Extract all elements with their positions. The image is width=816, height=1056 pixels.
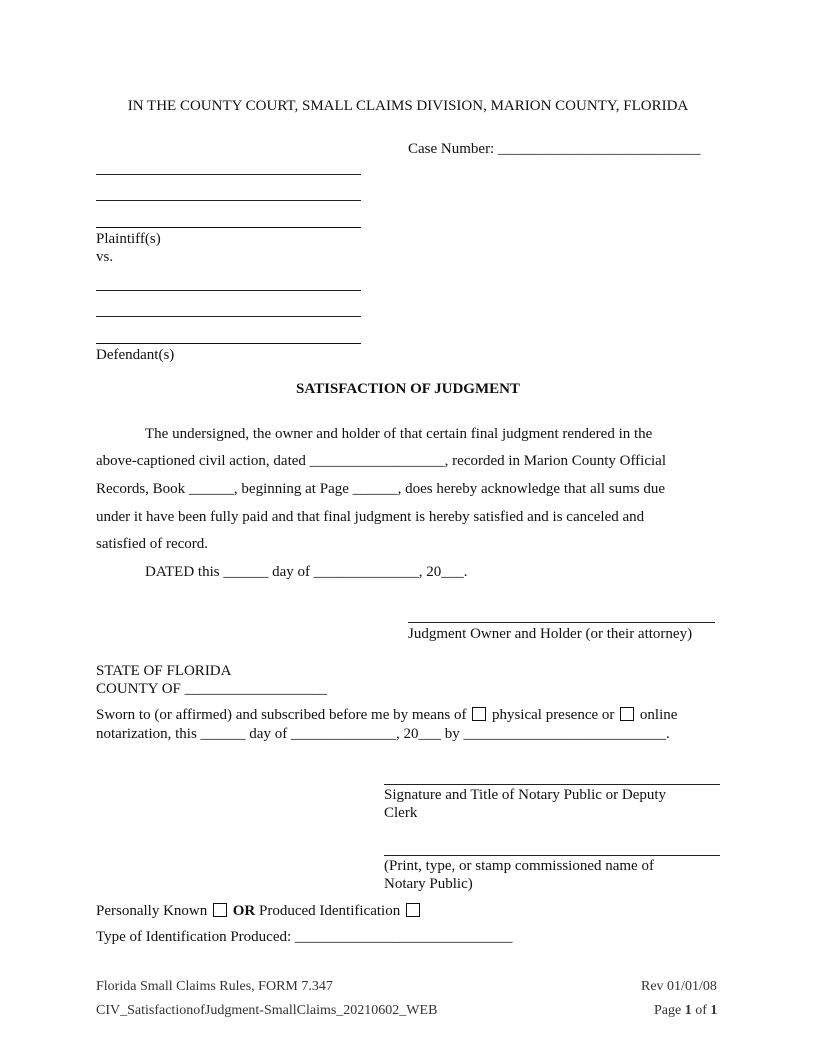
notary-signature-label-1: Signature and Title of Notary Public or Deputy [384, 787, 667, 803]
plaintiff-label: Plaintiff(s) [96, 231, 161, 247]
sworn-text: Sworn to (or affirmed) and subscribed before me by means of [96, 707, 467, 723]
physical-presence-checkbox[interactable] [472, 707, 486, 721]
or-label: OR [232, 903, 256, 919]
notary-signature-label-2: Clerk [384, 805, 418, 821]
sworn-line-2: notarization, this ______ day of ______________, 20___ by ___________________________. [96, 726, 670, 742]
footer-rules: Florida Small Claims Rules, FORM 7.347 [96, 979, 333, 994]
body-line-1: The undersigned, the owner and holder of that certain final judgment rendered in the [145, 426, 653, 442]
page-prefix: Page [654, 1003, 682, 1018]
footer-filename: CIV_SatisfactionofJudgment-SmallClaims_20210602_WEB [96, 1003, 438, 1018]
owner-signature-line[interactable] [408, 622, 715, 623]
versus-label: vs. [96, 249, 114, 265]
page-current: 1 [684, 1003, 692, 1018]
plaintiff-line-2[interactable] [96, 200, 361, 201]
case-number-label: Case Number: [408, 141, 495, 157]
produced-id-label: Produced Identification [259, 903, 401, 919]
case-number-row [408, 140, 700, 158]
state-label: STATE OF FLORIDA [96, 663, 232, 679]
county-line: COUNTY OF ___________________ [96, 681, 328, 697]
defendant-line-1[interactable] [96, 290, 361, 291]
personally-known-label: Personally Known [96, 903, 208, 919]
footer-rev: Rev 01/01/08 [641, 979, 717, 994]
owner-signature-label: Judgment Owner and Holder (or their attorney) [408, 626, 693, 642]
defendant-label: Defendant(s) [96, 347, 175, 363]
body-line-4: under it have been fully paid and that final judgment is hereby satisfied and is canceled and [96, 509, 645, 525]
body-line-5: satisfied of record. [96, 536, 209, 552]
defendant-line-3[interactable] [96, 343, 361, 344]
body-line-2: above-captioned civil action, dated __________________, recorded in Marion County Official [96, 453, 666, 469]
identification-row [96, 902, 422, 920]
online-checkbox[interactable] [620, 707, 634, 721]
plaintiff-line-1[interactable] [96, 174, 361, 175]
produced-id-checkbox[interactable] [406, 903, 420, 917]
case-number-field[interactable]: ___________________________ [497, 141, 701, 157]
physical-presence-label: physical presence or [491, 707, 615, 723]
notary-name-label-2: Notary Public) [384, 876, 473, 892]
notary-signature-line[interactable] [384, 784, 720, 785]
document-title: SATISFACTION OF JUDGMENT [296, 381, 520, 397]
id-type-line: Type of Identification Produced: _____________________________ [96, 929, 513, 945]
footer-page-number [654, 1002, 717, 1020]
page-of: of [695, 1003, 707, 1018]
sworn-line-1 [96, 706, 677, 724]
plaintiff-line-3[interactable] [96, 227, 361, 228]
online-label: online [639, 707, 678, 723]
notary-name-label-1: (Print, type, or stamp commissioned name of [384, 858, 654, 874]
personally-known-checkbox[interactable] [213, 903, 227, 917]
notary-name-line[interactable] [384, 855, 720, 856]
defendant-line-2[interactable] [96, 316, 361, 317]
dated-line: DATED this ______ day of ______________, 20___. [145, 564, 468, 580]
body-line-3: Records, Book ______, beginning at Page ______, does hereby acknowledge that all sums due [96, 481, 666, 497]
court-header: IN THE COUNTY COURT, SMALL CLAIMS DIVISION, MARION COUNTY, FLORIDA [127, 98, 689, 114]
page-total: 1 [710, 1003, 718, 1018]
